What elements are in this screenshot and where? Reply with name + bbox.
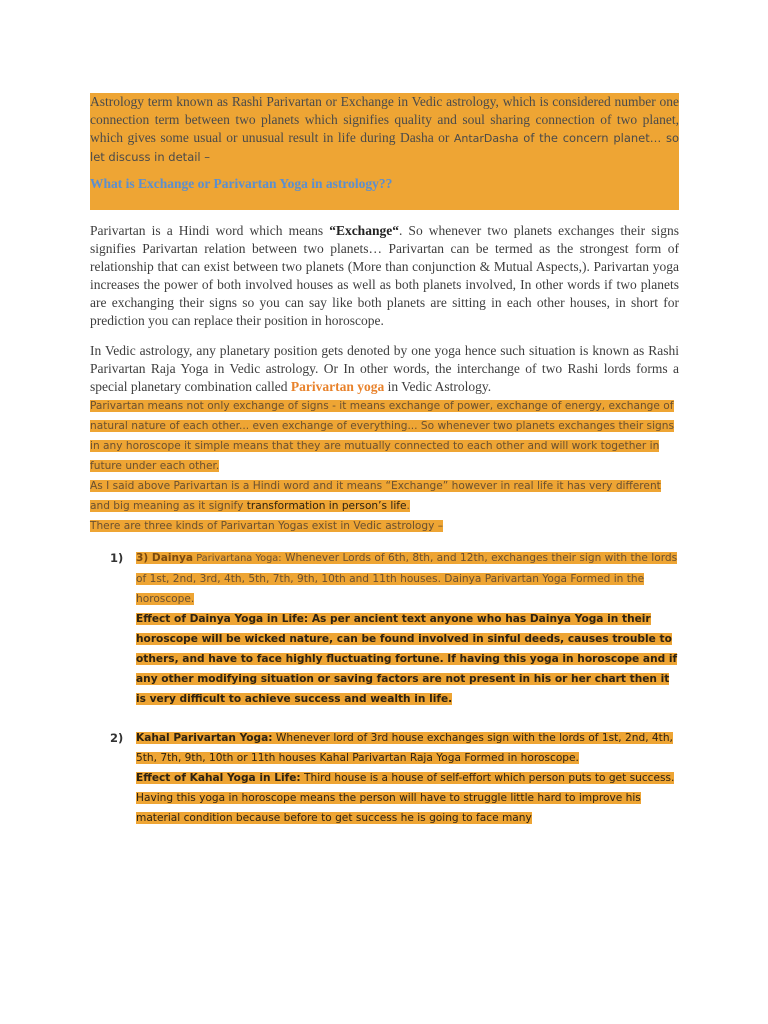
list-item-effect (136, 609, 679, 709)
list-item-effect-text: Third house is a house of self-effort which person puts to get success. Having this yoga in horoscope means the person will have to struggle little hard to improve his material condition because before to get success he is going to face many (136, 772, 675, 824)
parivartan-yoga-link[interactable]: Parivartan yoga (290, 379, 385, 394)
list-item-label: 3) Dainya (136, 552, 194, 564)
paragraph-vedic (90, 342, 679, 396)
para1-exchange-word: “Exchange“ (329, 223, 399, 238)
intro-text-b: AntarDasha (453, 132, 519, 145)
transformation-text-b: transformation in person’s life (246, 500, 407, 512)
list-item-effect-label: Effect of Dainya Yoga in Life: (136, 613, 309, 625)
list-item-text: Whenever Lords of 6th, 8th, and 12th, exchanges their sign with the lords of 1st, 2nd, 3rd, 4th, 5th, 7th, 9th, 10th and 11th houses. Dainya Parivartan Yoga Formed in the horoscope. (136, 552, 678, 605)
document-page (90, 93, 679, 828)
list-number: 2) (110, 731, 124, 745)
para1-text-c: . So whenever two planets exchanges their signs signifies Parivartan relation between two planets… Parivartan can be termed as the strongest form of relationship that can exist between two planets (More than conjunction & Mutual Aspects,). Parivartan yoga increases the power of both involved houses as well as both planets involved, In other words if two planets are exchanging their signs so you can say like both planets are sitting in each other houses, in short for prediction you can replace their position in horoscope. (90, 223, 679, 328)
list-number: 1) (110, 551, 124, 565)
yoga-list (90, 548, 679, 828)
list-item-label: Kahal Parivartan Yoga: (136, 732, 273, 744)
paragraph-meaning (90, 396, 679, 476)
para2-text-c: in Vedic Astrology. (384, 379, 492, 394)
paragraph-transformation (90, 476, 679, 516)
three-kinds-text: There are three kinds of Parivartan Yogas exist in Vedic astrology – (90, 520, 444, 532)
list-item-text: Whenever lord of 3rd house exchanges sign with the lords of 1st, 2nd, 4th, 5th, 7th, 9th, 10th or 11th houses Kahal Parivartan Raja Yoga Formed in horoscope. (136, 732, 673, 764)
intro-heading: What is Exchange or Parivartan Yoga in astrology?? (90, 176, 393, 191)
meaning-text: Parivartan means not only exchange of signs - it means exchange of power, exchange of energy, exchange of natural nature of each other... even exchange of everything... So whenever two planets exchanges their signs in any horoscope it simple means that they are mutually connected to each other and will work together in future under each other. (90, 400, 674, 472)
transformation-text-a: As I said above Parivartan is a Hindi word and it means “Exchange” however in real life it has very different and big meaning as it signify (90, 480, 661, 512)
list-item-effect-label: Effect of Kahal Yoga in Life: (136, 772, 301, 784)
intro-highlight-box (90, 93, 679, 210)
list-item-description (136, 548, 679, 609)
intro-text-a: Astrology term known as Rashi Parivartan or Exchange in Vedic astrology, which is considered number one connection term between two planets which signifies quality and soul sharing connection of two planet, which gives some usual or unusual result in life during Dasha or (90, 94, 679, 145)
intro-text-c: of the concern planet… so let discuss in detail – (90, 131, 679, 164)
list-item-effect-text: As per ancient text anyone who has Dainya Yoga in their horoscope will be wicked nature, can be found involved in sinful deeds, causes trouble to others, and have to face highly fluctuating fortune. If having this yoga in horoscope and if any other modifying situation or saving factors are not present in his or her chart then it is very difficult to achieve success and wealth in life. (136, 613, 678, 705)
list-item (90, 728, 679, 828)
list-item-label2: Parivartana Yoga: (193, 553, 282, 564)
list-item-effect (136, 768, 679, 828)
paragraph-exchange (90, 222, 679, 330)
intro-paragraph (90, 93, 679, 166)
para2-text-a: In Vedic astrology, any planetary position gets denoted by one yoga hence such situation is known as Rashi Parivartan Raja Yoga in Vedic astrology. Or In other words, the interchange of two Rashi lords forms a special planetary combination called (90, 343, 679, 394)
paragraph-three-kinds (90, 516, 679, 536)
transformation-text-c: . (406, 500, 410, 512)
list-item (90, 548, 679, 709)
list-item-description (136, 728, 679, 768)
para1-text-a: Parivartan is a Hindi word which means (90, 223, 330, 238)
